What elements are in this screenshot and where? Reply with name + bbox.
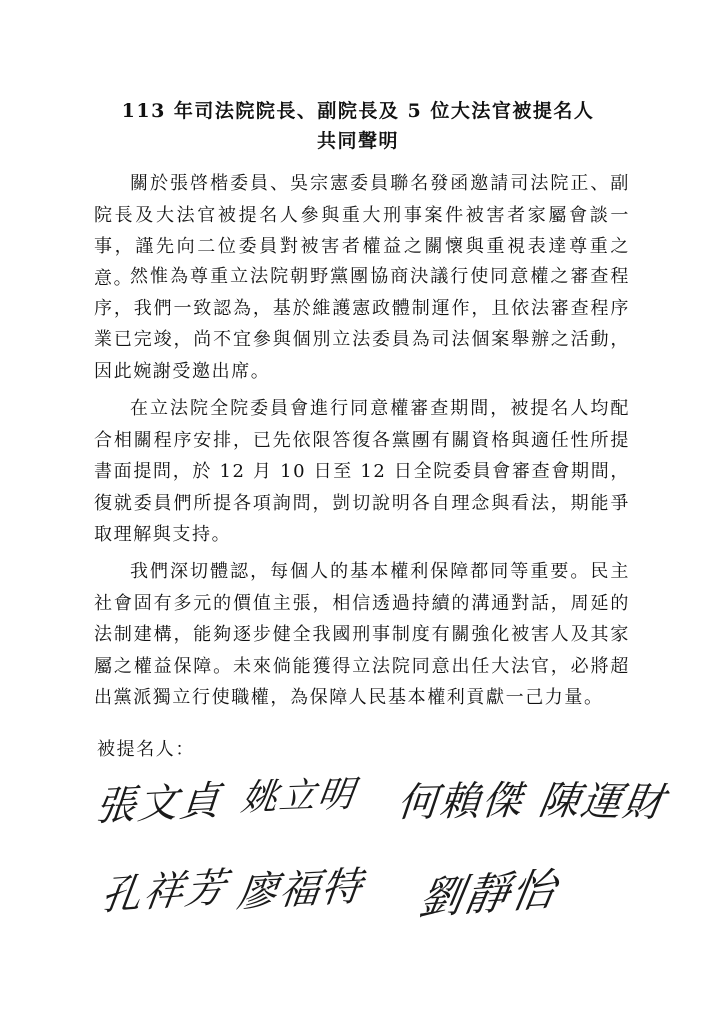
signature-5: 孔祥芳 [98,864,231,920]
signature-2: 姚立明 [238,773,359,820]
paragraph-4: 我們深切體認，每個人的基本權利保障都同等重要。民主社會固有多元的價值主張，相信透過持續的溝通對話，周延的法制建構，能夠逐步健全我國刑事制度有關強化被害人及其家屬之權益保障。未來倘能獲得立法院同意出任大法官，必將超出黨派獨立行使職權，為保障人民基本權利貢獻一己力量。 [94,561,630,708]
paragraph-2: 然惟為尊重立法院朝野黨團協商決議行使同意權之審查程序，我們一致認為，基於維護憲政體制運作，且依法審查程序業已完竣，尚不宜參與個別立法委員為司法個案舉辦之活動，因此婉謝受邀出席。 [94,266,630,382]
nominee-label: 被提名人： [97,739,195,760]
paragraph-1: 關於張啓楷委員、吳宗憲委員聯名發函邀請司法院正、副院長及大法官被提名人參與重大刑事案件被害者家屬會談一事，謹先向二位委員對被害者權益之關懷與重視表達尊重之意。 [94,173,630,289]
signature-6: 廖福特 [234,863,367,917]
document-subtitle: 共同聲明 [316,130,399,152]
paragraph-3: 在立法院全院委員會進行同意權審查期間，被提名人均配合相關程序安排，已先依限答復各黨團有關資格與適任性所提書面提問，於 12 月 10 日至 12 日全院委員會審查會期間，復就委員們所提各項詢問，剴切說明各自理念與看法，期能爭取理解與支持。 [94,398,630,545]
signature-4: 陳運財 [535,777,670,827]
signature-1: 張文貞 [93,777,224,831]
document-title: 113 年司法院院長、副院長及 5 位大法官被提名人 [121,100,595,122]
signature-7: 劉靜怡 [414,863,562,926]
signature-3: 何賴傑 [395,777,526,827]
